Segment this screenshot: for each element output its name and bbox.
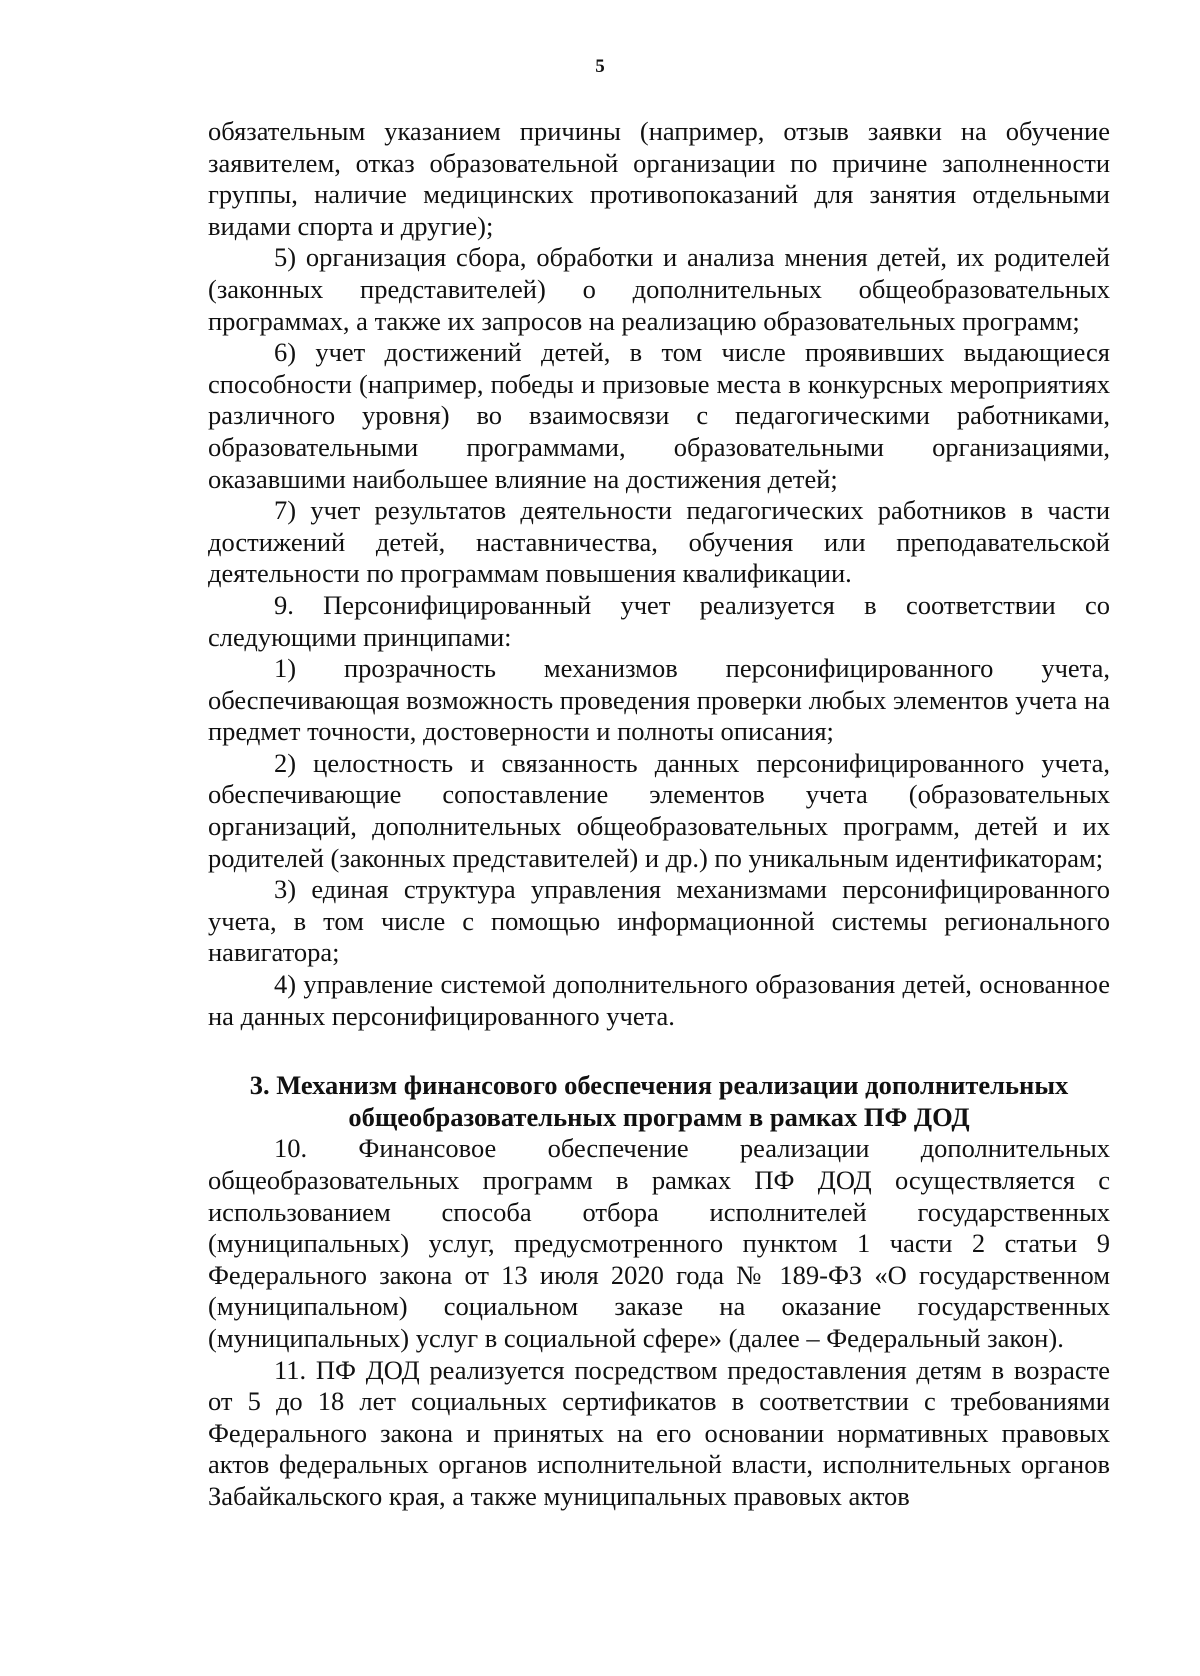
paragraph-continuation: обязательным указанием причины (например, отзыв заявки на обучение заявителем, отказ образовательной организации по причине заполненности группы, наличие медицинских противопоказаний для занятия отдельными видами спорта и другие); — [208, 116, 1110, 241]
paragraph-principle-4: 4) управление системой дополнительного образования детей, основанное на данных персонифицированного учета. — [208, 969, 1110, 1031]
paragraph-clause-10: 10. Финансовое обеспечение реализации дополнительных общеобразовательных программ в рамках ПФ ДОД осуществляется с использованием способа отбора исполнителей государственных (муниципальных) услуг, предусмотренного пунктом 1 части 2 статьи 9 Федерального закона от 13 июля 2020 года № 189-ФЗ «О государственном (муниципальном) социальном заказе на оказание государственных (муниципальных) услуг в социальной сфере» (далее – Федеральный закон). — [208, 1133, 1110, 1353]
paragraph-principle-3: 3) единая структура управления механизмами персонифицированного учета, в том числе с помощью информационной системы регионального навигатора; — [208, 874, 1110, 968]
document-body — [208, 116, 1110, 1513]
paragraph-item-5: 5) организация сбора, обработки и анализа мнения детей, их родителей (законных представителей) о дополнительных общеобразовательных программах, а также их запросов на реализацию образовательных программ; — [208, 242, 1110, 336]
section-heading-line-2: общеобразовательных программ в рамках ПФ ДОД — [348, 1101, 970, 1132]
paragraph-principle-1: 1) прозрачность механизмов персонифицированного учета, обеспечивающая возможность проведения проверки любых элементов учета на предмет точности, достоверности и полноты описания; — [208, 653, 1110, 747]
section-heading-line-1: 3. Механизм финансового обеспечения реализации дополнительных — [249, 1070, 1069, 1101]
paragraph-principle-2: 2) целостность и связанность данных персонифицированного учета, обеспечивающие сопоставление элементов учета (образовательных организаций, дополнительных общеобразовательных программ, детей и их родителей (законных представителей) и др.) по уникальным идентификаторам; — [208, 747, 1110, 873]
paragraph-item-7: 7) учет результатов деятельности педагогических работников в части достижений детей, наставничества, обучения или преподавательской деятельности по программам повышения квалификации. — [208, 495, 1110, 589]
page-number: 5 — [595, 56, 605, 77]
paragraph-clause-9: 9. Персонифицированный учет реализуется в соответствии со следующими принципами: — [208, 589, 1110, 652]
section-heading — [208, 1070, 1110, 1133]
paragraph-clause-11: 11. ПФ ДОД реализуется посредством предоставления детям в возрасте от 5 до 18 лет социальных сертификатов в соответствии с требованиями Федерального закона и принятых на его основании нормативных правовых актов федеральных органов исполнительной власти, исполнительных органов Забайкальского края, а также муниципальных правовых актов — [208, 1354, 1110, 1511]
paragraph-item-6: 6) учет достижений детей, в том числе проявивших выдающиеся способности (например, победы и призовые места в конкурсных мероприятиях различного уровня) во взаимосвязи с педагогическими работниками, образовательными программами, образовательными организациями, оказавшими наибольшее влияние на достижения детей; — [208, 337, 1110, 494]
